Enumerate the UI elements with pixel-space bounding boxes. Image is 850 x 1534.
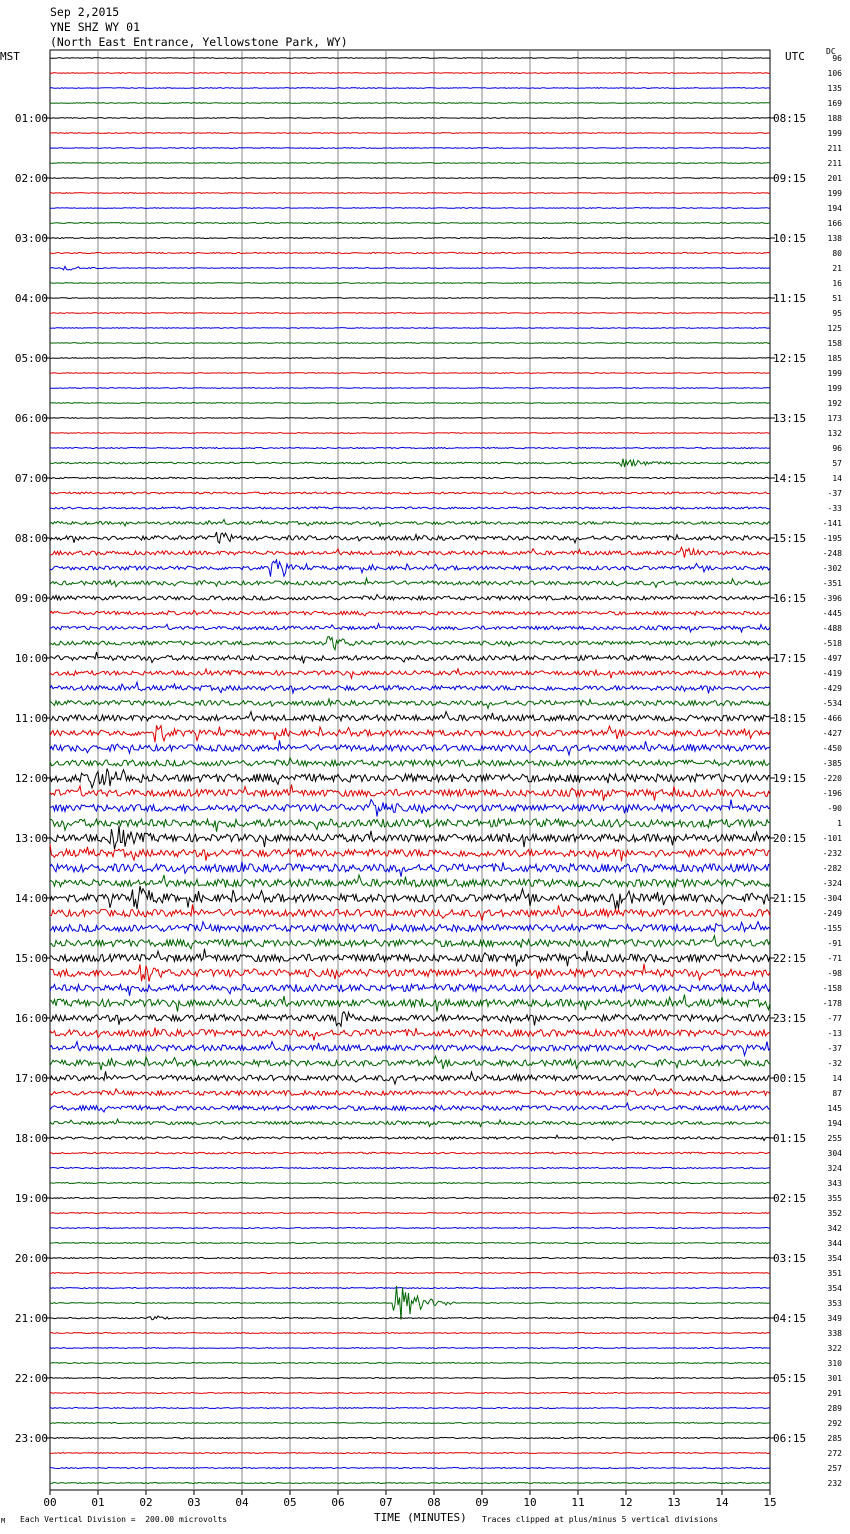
seismic-trace (50, 1042, 770, 1056)
dc-offset-label: 301 (827, 1374, 842, 1383)
plot-date: Sep 2,2015 (50, 5, 120, 19)
dc-offset-label: 211 (827, 159, 842, 168)
seismic-trace (50, 1423, 770, 1424)
seismic-trace (50, 669, 770, 679)
hour-label-mst: 10:00 (14, 652, 48, 665)
dc-offset-label: -488 (822, 624, 842, 633)
dc-offset-label: 158 (827, 339, 842, 348)
dc-offset-label: 173 (827, 414, 842, 423)
seismic-trace (50, 682, 770, 693)
seismic-trace (50, 1103, 770, 1112)
seismic-trace (50, 103, 770, 104)
x-axis-title: TIME (MINUTES) (374, 1511, 467, 1524)
dc-offset-label: -282 (822, 864, 842, 873)
hour-label-mst: 13:00 (14, 832, 48, 845)
seismic-trace (50, 1243, 770, 1244)
seismic-trace (50, 1167, 770, 1168)
seismic-trace (50, 208, 770, 209)
x-tick-label: 15 (763, 1496, 777, 1509)
dc-offset-label: 351 (827, 1269, 842, 1278)
hour-label-mst: 22:00 (14, 1372, 48, 1385)
hour-label-mst: 01:00 (14, 112, 48, 125)
seismic-trace (50, 1483, 770, 1484)
hour-label-utc: 21:15 (773, 892, 807, 905)
dc-offset-label: 166 (827, 219, 842, 228)
dc-offset-label: 199 (827, 384, 842, 393)
hour-label-utc: 10:15 (773, 232, 807, 245)
seismic-trace (50, 1089, 770, 1096)
dc-offset-label: -385 (822, 759, 842, 768)
seismic-trace (50, 193, 770, 194)
seismic-trace (50, 133, 770, 134)
right-timezone-label: UTC (785, 50, 805, 63)
dc-offset-label: 201 (827, 174, 842, 183)
seismic-trace (50, 266, 770, 270)
dc-offset-label: 342 (827, 1224, 842, 1233)
dc-offset-label: -141 (822, 519, 842, 528)
dc-offset-label: 16 (832, 279, 842, 288)
scale-note: Each Vertical Division = 200.00 microvolts (20, 1515, 228, 1524)
dc-offset-label: 106 (827, 69, 842, 78)
dc-offset-label: -304 (822, 894, 842, 903)
hour-label-mst: 17:00 (14, 1072, 48, 1085)
dc-offset-label: -77 (827, 1014, 842, 1023)
dc-offset-label: 324 (827, 1164, 842, 1173)
seismic-trace (50, 73, 770, 74)
seismic-trace (50, 652, 770, 663)
dc-offset-label: 349 (827, 1314, 842, 1323)
dc-offset-label: 80 (832, 249, 842, 258)
hour-label-mst: 18:00 (14, 1132, 48, 1145)
seismic-trace (50, 862, 770, 877)
seismic-trace (50, 595, 770, 601)
dc-offset-label: 353 (827, 1299, 842, 1308)
seismic-trace (50, 1135, 770, 1141)
seismic-trace (50, 283, 770, 284)
seismic-trace (50, 1182, 770, 1183)
seismic-trace (50, 1288, 770, 1289)
dc-offset-label: -466 (822, 714, 842, 723)
seismic-trace (50, 624, 770, 632)
hour-label-mst: 04:00 (14, 292, 48, 305)
hour-label-utc: 01:15 (773, 1132, 807, 1145)
dc-offset-label: 354 (827, 1254, 842, 1263)
seismic-trace (50, 1393, 770, 1394)
seismic-trace (50, 252, 770, 253)
seismic-trace (50, 1286, 770, 1320)
seismic-trace (50, 922, 770, 932)
seismic-trace (50, 547, 770, 558)
dc-offset-label: 255 (827, 1134, 842, 1143)
seismic-trace (50, 844, 770, 861)
hour-label-mst: 23:00 (14, 1432, 48, 1445)
hour-label-utc: 05:15 (773, 1372, 807, 1385)
seismic-trace (50, 459, 770, 467)
seismic-trace (50, 373, 770, 374)
seismic-trace (50, 610, 770, 616)
seismic-trace (50, 1453, 770, 1454)
x-tick-label: 05 (283, 1496, 297, 1509)
dc-offset-label: -518 (822, 639, 842, 648)
seismic-trace (50, 520, 770, 527)
dc-offset-label: 211 (827, 144, 842, 153)
dc-offset-label: 344 (827, 1239, 842, 1248)
hour-label-utc: 02:15 (773, 1192, 807, 1205)
dc-offset-label: 338 (827, 1329, 842, 1338)
dc-offset-label: -37 (827, 489, 842, 498)
seismic-trace (50, 1257, 770, 1258)
seismic-trace (50, 949, 770, 967)
seismic-trace (50, 819, 770, 832)
seismic-trace (50, 1198, 770, 1199)
hour-label-utc: 04:15 (773, 1312, 807, 1325)
hour-label-utc: 23:15 (773, 1012, 807, 1025)
clip-note: Traces clipped at plus/minus 5 vertical divisions (482, 1515, 719, 1524)
dc-offset-label: 96 (832, 444, 842, 453)
dc-offset-label: -302 (822, 564, 842, 573)
hour-label-mst: 02:00 (14, 172, 48, 185)
seismic-trace (50, 58, 770, 59)
seismic-trace (50, 1378, 770, 1379)
left-timezone-label: MST (0, 50, 20, 63)
dc-offset-label: 354 (827, 1284, 842, 1293)
hour-label-mst: 03:00 (14, 232, 48, 245)
seismic-trace (50, 492, 770, 494)
seismic-trace (50, 740, 770, 755)
x-tick-label: 13 (667, 1496, 681, 1509)
seismic-trace (50, 825, 770, 849)
dc-offset-label: -71 (827, 954, 842, 963)
dc-offset-label: -91 (827, 939, 842, 948)
dc-offset-header: DC (826, 47, 836, 56)
hour-label-mst: 09:00 (14, 592, 48, 605)
dc-offset-label: 199 (827, 129, 842, 138)
seismic-trace (50, 875, 770, 888)
dc-offset-label: -324 (822, 879, 842, 888)
dc-offset-label: -158 (822, 984, 842, 993)
x-tick-label: 11 (571, 1496, 585, 1509)
seismic-trace (50, 223, 770, 224)
seismic-trace (50, 936, 770, 949)
seismic-trace (50, 388, 770, 389)
dc-offset-label: 135 (827, 84, 842, 93)
plot-frame (50, 50, 770, 1490)
x-tick-label: 00 (43, 1496, 57, 1509)
dc-offset-label: 343 (827, 1179, 842, 1188)
dc-offset-label: -232 (822, 849, 842, 858)
dc-offset-label: 292 (827, 1419, 842, 1428)
dc-offset-label: -497 (822, 654, 842, 663)
dc-offset-label: -37 (827, 1044, 842, 1053)
dc-offset-label: 199 (827, 369, 842, 378)
dc-offset-label: 145 (827, 1104, 842, 1113)
hour-label-utc: 09:15 (773, 172, 807, 185)
dc-offset-label: -429 (822, 684, 842, 693)
hour-label-utc: 14:15 (773, 472, 807, 485)
station-code: YNE SHZ WY 01 (50, 20, 141, 34)
seismic-trace (50, 163, 770, 164)
hour-label-utc: 12:15 (773, 352, 807, 365)
dc-offset-label: -98 (827, 969, 842, 978)
dc-offset-label: -220 (822, 774, 842, 783)
seismic-trace (50, 1467, 770, 1468)
hour-label-utc: 13:15 (773, 412, 807, 425)
dc-offset-label: -101 (822, 834, 842, 843)
hour-label-mst: 11:00 (14, 712, 48, 725)
hour-label-mst: 14:00 (14, 892, 48, 905)
hour-label-mst: 15:00 (14, 952, 48, 965)
dc-offset-label: 355 (827, 1194, 842, 1203)
seismic-trace (50, 343, 770, 344)
hour-label-mst: 19:00 (14, 1192, 48, 1205)
hour-label-utc: 06:15 (773, 1432, 807, 1445)
dc-offset-label: 138 (827, 234, 842, 243)
dc-offset-label: 57 (832, 459, 842, 468)
seismic-trace (50, 1348, 770, 1349)
dc-offset-label: 192 (827, 399, 842, 408)
dc-offset-label: 304 (827, 1149, 842, 1158)
hour-label-mst: 07:00 (14, 472, 48, 485)
dc-offset-label: 96 (832, 54, 842, 63)
dc-offset-label: 169 (827, 99, 842, 108)
hour-label-utc: 03:15 (773, 1252, 807, 1265)
hour-label-utc: 22:15 (773, 952, 807, 965)
seismic-trace (50, 785, 770, 801)
dc-offset-label: 199 (827, 189, 842, 198)
dc-offset-label: -534 (822, 699, 842, 708)
x-tick-label: 03 (187, 1496, 201, 1509)
dc-offset-label: 14 (832, 474, 842, 483)
dc-offset-label: 289 (827, 1404, 842, 1413)
dc-offset-label: 188 (827, 114, 842, 123)
seismic-trace (50, 637, 770, 650)
hour-label-utc: 08:15 (773, 112, 807, 125)
seismic-trace (50, 1028, 770, 1041)
x-tick-label: 12 (619, 1496, 633, 1509)
seismic-trace (50, 1071, 770, 1084)
seismic-trace (50, 1408, 770, 1409)
hour-label-mst: 20:00 (14, 1252, 48, 1265)
dc-offset-label: 125 (827, 324, 842, 333)
x-tick-label: 14 (715, 1496, 729, 1509)
hour-label-utc: 00:15 (773, 1072, 807, 1085)
seismic-trace (50, 328, 770, 329)
seismic-trace (50, 532, 770, 543)
seismic-trace (50, 578, 770, 587)
dc-offset-label: 21 (832, 264, 842, 273)
dc-offset-label: -178 (822, 999, 842, 1008)
hour-label-mst: 16:00 (14, 1012, 48, 1025)
dc-offset-label: -195 (822, 534, 842, 543)
seismic-trace (50, 1152, 770, 1154)
seismic-trace (50, 477, 770, 478)
dc-offset-label: 257 (827, 1464, 842, 1473)
hour-label-utc: 17:15 (773, 652, 807, 665)
dc-offset-label: -90 (827, 804, 842, 813)
station-location: (North East Entrance, Yellowstone Park, WY) (50, 35, 348, 49)
seismic-trace (50, 904, 770, 920)
seismic-trace (50, 418, 770, 419)
dc-offset-label: 185 (827, 354, 842, 363)
x-tick-label: 06 (331, 1496, 345, 1509)
seismic-trace (50, 447, 770, 448)
seismic-trace (50, 800, 770, 817)
dc-offset-label: -248 (822, 549, 842, 558)
dc-offset-label: -351 (822, 579, 842, 588)
hour-label-utc: 19:15 (773, 772, 807, 785)
seismic-trace (50, 1437, 770, 1438)
seismic-trace (50, 148, 770, 149)
seismic-trace (50, 358, 770, 359)
seismic-trace (50, 964, 770, 982)
dc-offset-label: 272 (827, 1449, 842, 1458)
dc-offset-label: 194 (827, 204, 842, 213)
seismic-trace (50, 1213, 770, 1214)
seismic-trace (50, 433, 770, 434)
x-tick-label: 04 (235, 1496, 249, 1509)
seismic-trace (50, 118, 770, 119)
dc-offset-label: -13 (827, 1029, 842, 1038)
seismic-trace (50, 699, 770, 708)
dc-offset-label: 1 (837, 819, 842, 828)
logo-mark: M (1, 1517, 6, 1525)
x-tick-label: 07 (379, 1496, 393, 1509)
hour-label-utc: 16:15 (773, 592, 807, 605)
dc-offset-label: 232 (827, 1479, 842, 1488)
seismic-trace (50, 178, 770, 179)
seismic-trace (50, 725, 770, 742)
seismic-trace (50, 995, 770, 1012)
dc-offset-label: 14 (832, 1074, 842, 1083)
seismic-trace (50, 712, 770, 722)
hour-label-utc: 15:15 (773, 532, 807, 545)
dc-offset-label: -450 (822, 744, 842, 753)
dc-offset-label: -427 (822, 729, 842, 738)
seismic-trace (50, 1333, 770, 1334)
x-tick-label: 01 (91, 1496, 105, 1509)
hour-label-mst: 06:00 (14, 412, 48, 425)
dc-offset-label: 285 (827, 1434, 842, 1443)
seismic-trace (50, 88, 770, 89)
seismic-trace (50, 982, 770, 996)
dc-offset-label: -249 (822, 909, 842, 918)
seismic-trace (50, 758, 770, 766)
x-tick-label: 02 (139, 1496, 153, 1509)
dc-offset-label: -396 (822, 594, 842, 603)
seismic-trace (50, 313, 770, 314)
seismic-trace (50, 1228, 770, 1229)
hour-label-mst: 21:00 (14, 1312, 48, 1325)
hour-label-mst: 12:00 (14, 772, 48, 785)
dc-offset-label: -33 (827, 504, 842, 513)
dc-offset-label: -196 (822, 789, 842, 798)
seismic-trace (50, 886, 770, 910)
seismic-trace (50, 238, 770, 239)
hour-label-utc: 11:15 (773, 292, 807, 305)
seismic-trace (50, 507, 770, 509)
seismic-trace (50, 298, 770, 299)
seismic-trace (50, 560, 770, 577)
hour-label-mst: 05:00 (14, 352, 48, 365)
hour-label-utc: 20:15 (773, 832, 807, 845)
dc-offset-label: 310 (827, 1359, 842, 1368)
seismic-trace (50, 1316, 770, 1320)
dc-offset-label: 291 (827, 1389, 842, 1398)
dc-offset-label: 51 (832, 294, 842, 303)
dc-offset-label: 352 (827, 1209, 842, 1218)
x-tick-label: 10 (523, 1496, 537, 1509)
seismic-trace (50, 1363, 770, 1364)
dc-offset-label: -32 (827, 1059, 842, 1068)
hour-label-utc: 18:15 (773, 712, 807, 725)
seismic-trace (50, 403, 770, 404)
seismic-trace (50, 1119, 770, 1126)
dc-offset-label: 322 (827, 1344, 842, 1353)
dc-offset-label: 132 (827, 429, 842, 438)
hour-label-mst: 08:00 (14, 532, 48, 545)
x-tick-label: 08 (427, 1496, 441, 1509)
seismic-trace (50, 1056, 770, 1070)
x-tick-label: 09 (475, 1496, 489, 1509)
dc-offset-label: -445 (822, 609, 842, 618)
dc-offset-label: -419 (822, 669, 842, 678)
dc-offset-label: 87 (832, 1089, 842, 1098)
dc-offset-label: 194 (827, 1119, 842, 1128)
dc-offset-label: -155 (822, 924, 842, 933)
seismic-trace (50, 1273, 770, 1274)
dc-offset-label: 95 (832, 309, 842, 318)
seismic-trace (50, 769, 770, 788)
seismic-trace (50, 1012, 770, 1026)
